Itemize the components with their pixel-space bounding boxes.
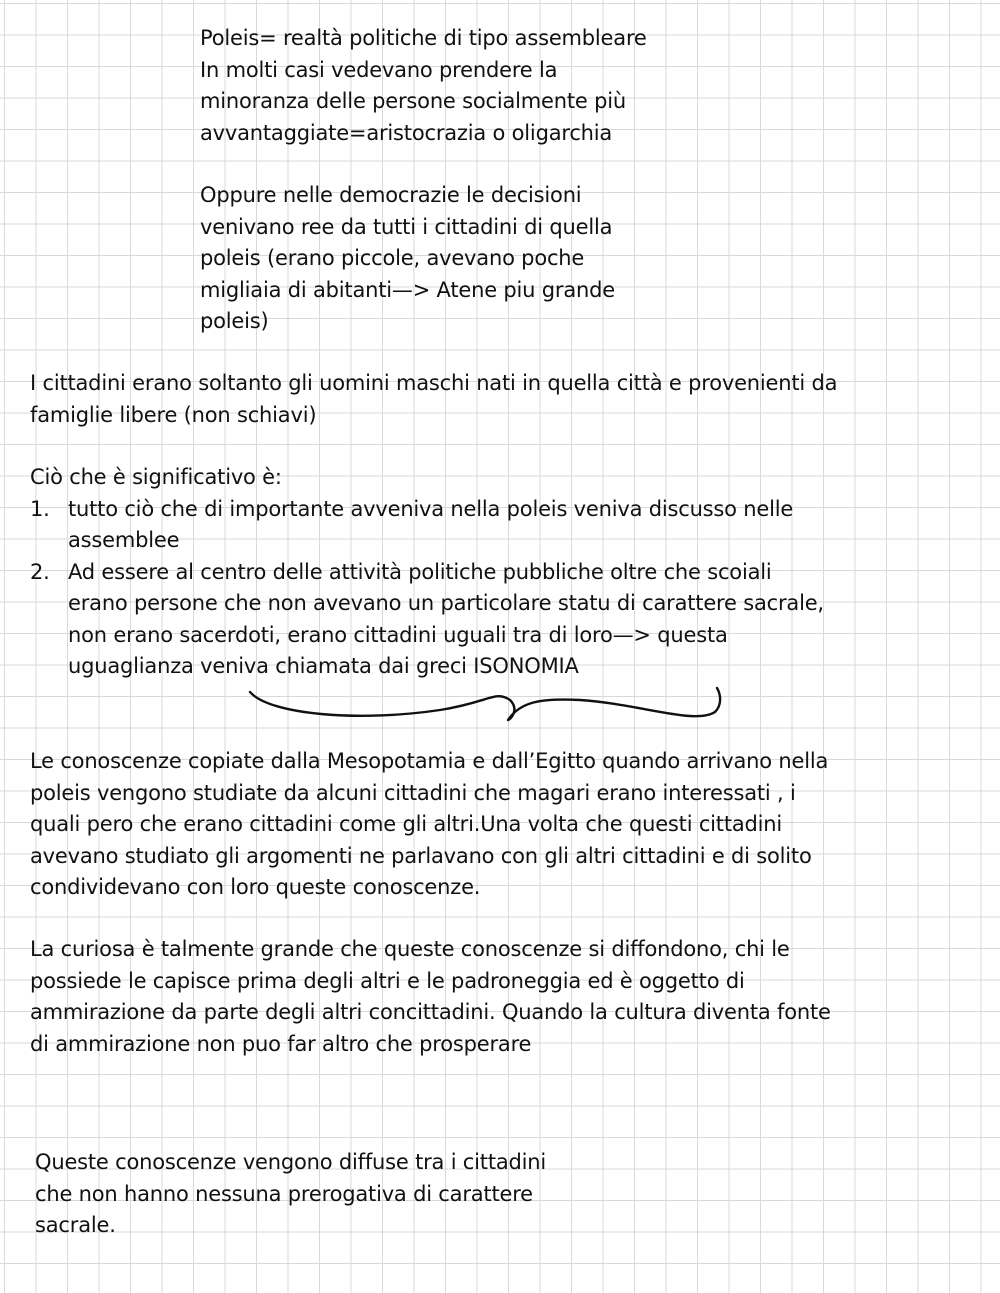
text-line: migliaia di abitanti—> Atene piu grande bbox=[200, 277, 615, 302]
list-number: 2. bbox=[30, 559, 50, 584]
text-line: tutto ciò che di importante avveniva nella poleis veniva discusso nelle bbox=[68, 496, 794, 521]
text-line: minoranza delle persone socialmente più bbox=[200, 89, 626, 113]
list-intro: Ciò che è significativo è: bbox=[30, 465, 282, 489]
paragraph-knowledge-origins bbox=[30, 746, 828, 904]
text-line: Ad essere al centro delle attività politiche pubbliche oltre che scoiali bbox=[68, 559, 772, 584]
paragraph-significant-points bbox=[30, 462, 824, 683]
text-line: Le conoscenze copiate dalla Mesopotamia e dall’Egitto quando arrivano nella bbox=[30, 749, 829, 773]
brace-stroke bbox=[250, 688, 720, 720]
text-line: Poleis= realtà politiche di tipo assembleare bbox=[200, 26, 647, 50]
text-line: erano persone che non avevano un particolare statu di carattere sacrale, bbox=[68, 591, 824, 615]
text-line: famiglie libere (non schiavi) bbox=[30, 402, 317, 427]
text-line: condividevano con loro queste conoscenze. bbox=[30, 875, 481, 899]
paragraph-democracies bbox=[200, 180, 615, 338]
paragraph-poleis-definition bbox=[200, 23, 647, 149]
text-line: avevano studiato gli argomenti ne parlavano con gli altri cittadini e di solito bbox=[30, 843, 812, 868]
text-line: In molti casi vedevano prendere la bbox=[200, 57, 558, 82]
text-line: uguaglianza veniva chiamata dai greci ISONOMIA bbox=[68, 654, 579, 678]
text-line: che non hanno nessuna prerogativa di carattere bbox=[35, 1181, 533, 1206]
text-line: venivano ree da tutti i cittadini di quella bbox=[200, 214, 613, 239]
text-line: sacrale. bbox=[35, 1213, 116, 1237]
list-item-1 bbox=[30, 494, 824, 557]
text-line: poleis vengono studiate da alcuni cittadini che magari erano interessati , i bbox=[30, 780, 796, 805]
text-line: La curiosa è talmente grande che queste conoscenze si diffondono, chi le bbox=[30, 937, 790, 961]
list-number: 1. bbox=[30, 496, 50, 521]
text-line: ammirazione da parte degli altri concittadini. Quando la cultura diventa fonte bbox=[30, 1000, 831, 1024]
text-line: avvantaggiate=aristocrazia o oligarchia bbox=[200, 120, 613, 145]
hand-drawn-brace bbox=[240, 680, 730, 730]
paragraph-citizens bbox=[30, 368, 837, 431]
text-line: poleis (erano piccole, avevano poche bbox=[200, 246, 585, 270]
text-line: non erano sacerdoti, erano cittadini uguali tra di loro—> questa bbox=[68, 622, 728, 647]
paragraph-curiosity bbox=[30, 934, 831, 1060]
text-line: Oppure nelle democrazie le decisioni bbox=[200, 183, 582, 207]
text-line: poleis) bbox=[200, 309, 269, 333]
text-line: Queste conoscenze vengono diffuse tra i cittadini bbox=[35, 1150, 547, 1174]
text-line: possiede le capisce prima degli altri e le padroneggia ed è oggetto di bbox=[30, 968, 745, 993]
list-item-2 bbox=[30, 557, 824, 683]
text-line: I cittadini erano soltanto gli uomini maschi nati in quella città e provenienti da bbox=[30, 371, 838, 395]
text-line: assemblee bbox=[68, 528, 180, 552]
paragraph-diffusion bbox=[35, 1147, 546, 1242]
text-line: di ammirazione non puo far altro che prosperare bbox=[30, 1031, 532, 1056]
text-line: quali pero che erano cittadini come gli altri.Una volta che questi cittadini bbox=[30, 812, 783, 836]
